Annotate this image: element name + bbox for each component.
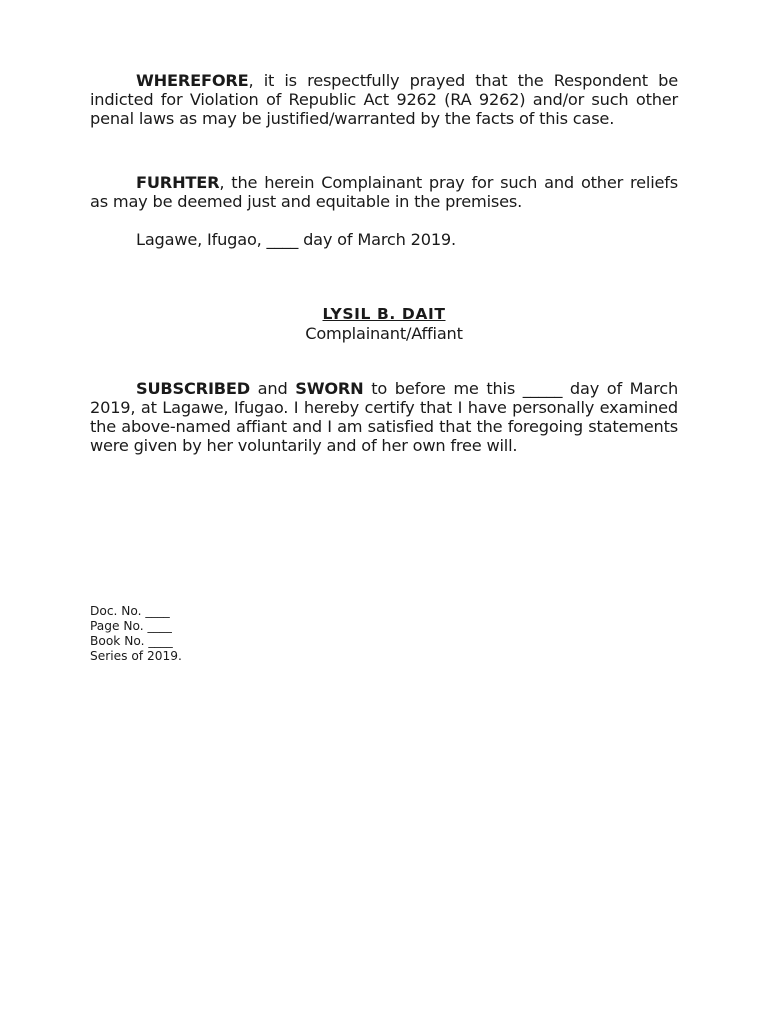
place-date-line: Lagawe, Ifugao, ____ day of March 2019. <box>136 230 456 249</box>
signatory-title: Complainant/Affiant <box>305 324 463 343</box>
series-line: Series of 2019. <box>90 649 182 663</box>
signatory-name: LYSIL B. DAIT <box>322 305 446 323</box>
wherefore-paragraph <box>90 71 678 128</box>
book-no-line: Book No. ____ <box>90 634 173 648</box>
wherefore-text: , it is respectfully prayed that the Respondent be indicted for Violation of Republic Act 9262 (RA 9262) and/or such other penal laws as may be justified/warranted by the facts of this case. <box>90 71 678 128</box>
notary-block <box>90 604 182 664</box>
subscribed-heading: SUBSCRIBED <box>136 379 250 398</box>
doc-no-line: Doc. No. ____ <box>90 604 170 618</box>
furhter-text: , the herein Complainant pray for such and other reliefs as may be deemed just and equitable in the premises. <box>90 173 678 211</box>
wherefore-heading: WHEREFORE <box>136 71 249 90</box>
sworn-heading: SWORN <box>295 379 364 398</box>
furhter-heading: FURHTER <box>136 173 220 192</box>
jurat-paragraph <box>90 379 678 455</box>
jurat-conjunction: and <box>250 379 296 398</box>
document-page <box>90 0 678 1024</box>
page-no-line: Page No. ____ <box>90 619 172 633</box>
furhter-paragraph <box>90 173 678 211</box>
jurat-text: to before me this _____ day of March 2019, at Lagawe, Ifugao. I hereby certify that I have personally examined the above-named affiant and I am satisfied that the foregoing statements were given by her voluntarily and of her own free will. <box>90 379 678 455</box>
